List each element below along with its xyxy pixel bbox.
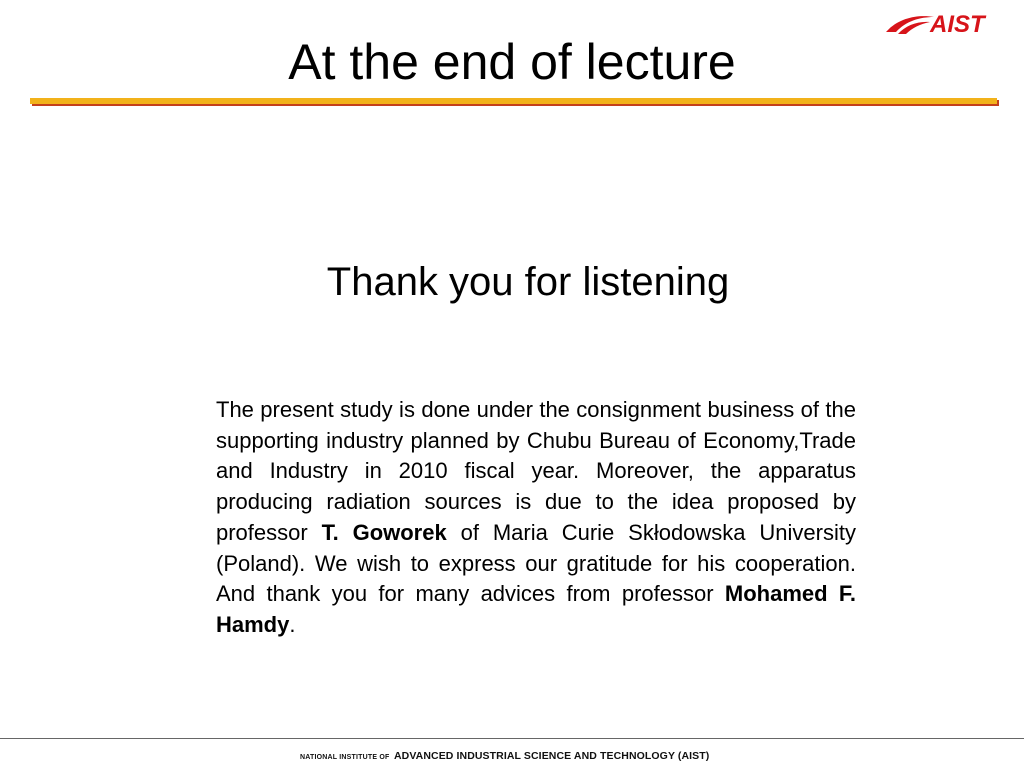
footer-divider bbox=[0, 738, 1024, 739]
footer-prefix: NATIONAL INSTITUTE OF bbox=[300, 754, 390, 761]
slide-title: At the end of lecture bbox=[288, 34, 736, 90]
footer-name: ADVANCED INDUSTRIAL SCIENCE AND TECHNOLOGY (AIST) bbox=[393, 750, 710, 762]
acknowledgement-text-2: of Maria Curie Skłodowska University (Poland). We wish to express our gratitude for his cooperation. And thank you for many advices from professor bbox=[216, 519, 856, 607]
acknowledgement-paragraph bbox=[216, 395, 856, 641]
professor-name-hamdy: Mohamed F. Hamdy bbox=[216, 581, 856, 637]
aist-logo-text: AIST bbox=[930, 11, 985, 38]
footer-institute-name bbox=[300, 746, 730, 764]
acknowledgement-text-3: . bbox=[289, 611, 296, 637]
title-underline bbox=[30, 98, 997, 104]
professor-name-goworek: T. Goworek bbox=[321, 519, 447, 545]
acknowledgement-text-1: The present study is done under the consignment business of the supporting industry planned by Chubu Bureau of Economy,Trade and Industry in 2010 fiscal year. Moreover, the apparatus producing radiation sources is due to the idea proposed by professor bbox=[216, 397, 856, 545]
slide-subtitle: Thank you for listening bbox=[326, 260, 730, 304]
